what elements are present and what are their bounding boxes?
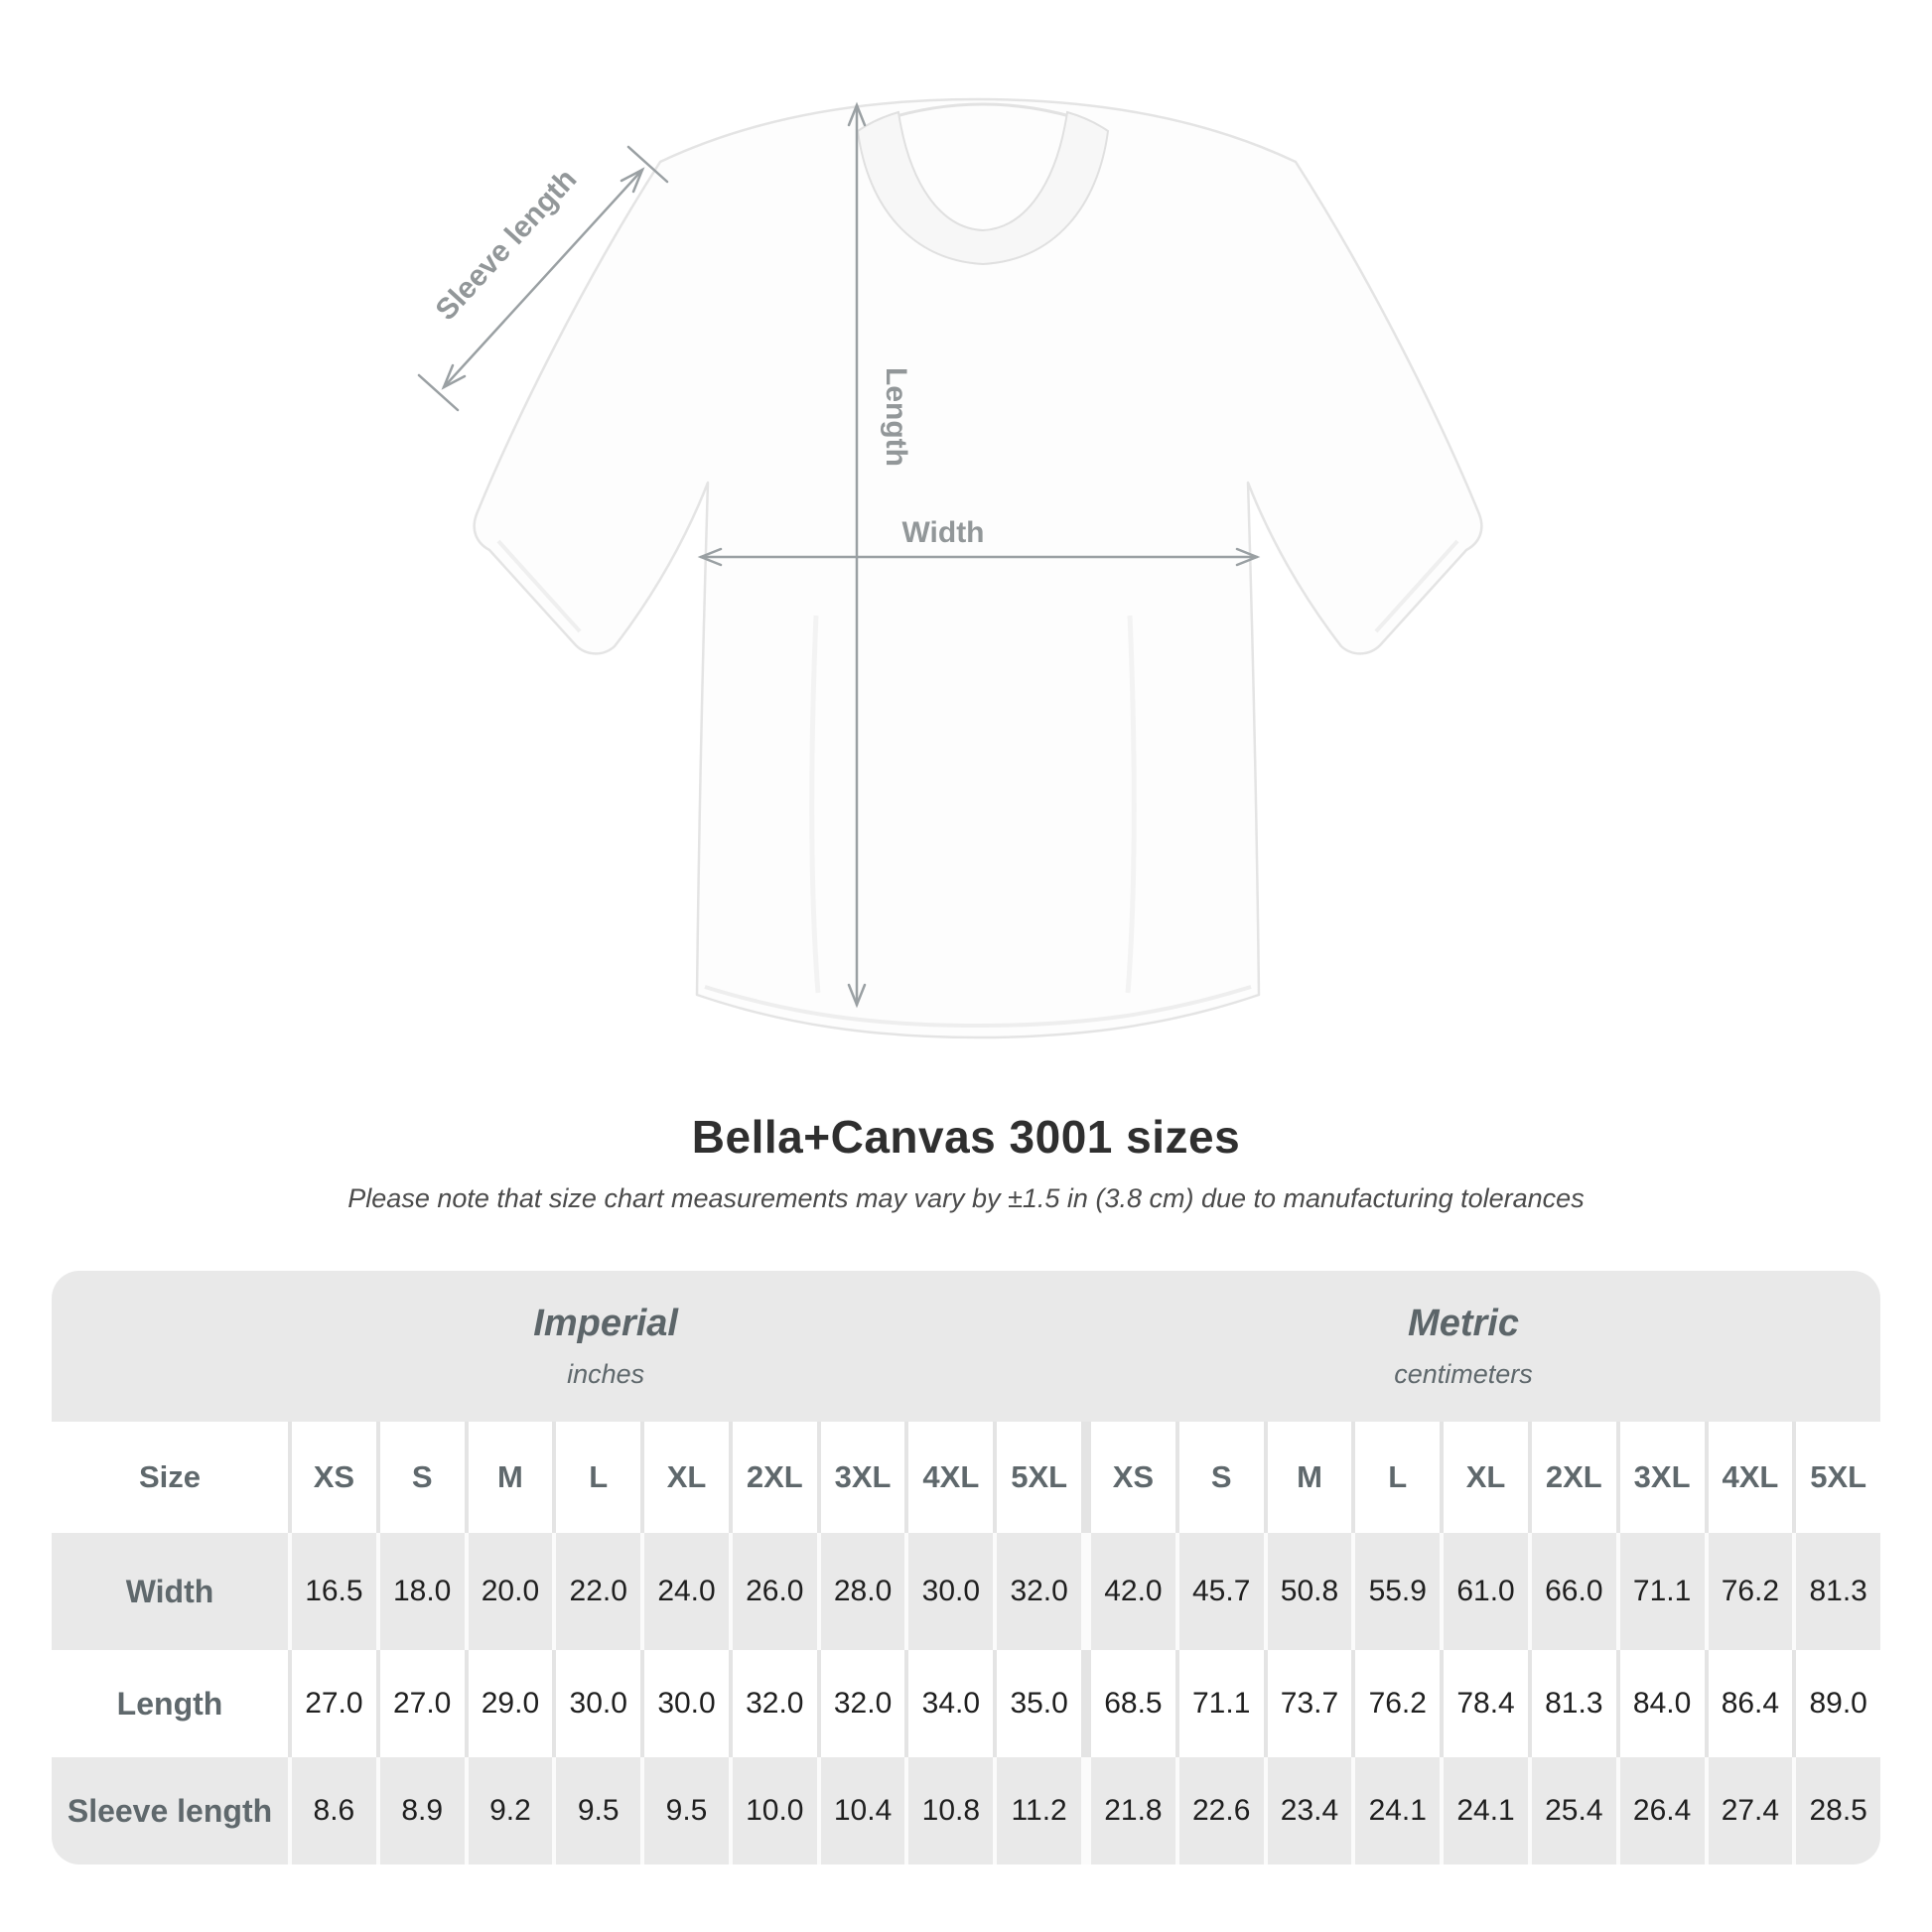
imperial-value: 8.6 <box>292 1757 376 1864</box>
row-label: Width <box>52 1533 288 1650</box>
metric-value: 66.0 <box>1532 1533 1616 1650</box>
imperial-value: 10.4 <box>821 1757 905 1864</box>
size-header-row <box>52 1422 1880 1533</box>
imperial-group-header <box>533 1303 678 1390</box>
metric-value: 71.1 <box>1179 1650 1264 1757</box>
imperial-value: 32.0 <box>733 1650 817 1757</box>
imperial-size-header: L <box>556 1422 640 1533</box>
imperial-value: 30.0 <box>644 1650 729 1757</box>
metric-size-header: 4XL <box>1709 1422 1793 1533</box>
width-label: Width <box>901 516 985 549</box>
imperial-value: 27.0 <box>380 1650 465 1757</box>
imperial-value: 9.5 <box>556 1757 640 1864</box>
metric-size-header: L <box>1355 1422 1440 1533</box>
measurement-row-width <box>52 1533 1880 1650</box>
metric-value: 22.6 <box>1179 1757 1264 1864</box>
imperial-value: 11.2 <box>997 1757 1081 1864</box>
metric-value: 55.9 <box>1355 1533 1440 1650</box>
metric-value: 23.4 <box>1268 1757 1352 1864</box>
imperial-size-header: 4XL <box>908 1422 993 1533</box>
imperial-unit-label: inches <box>567 1359 645 1389</box>
imperial-value: 35.0 <box>997 1650 1081 1757</box>
length-label: Length <box>880 367 912 467</box>
metric-unit-label: centimeters <box>1394 1359 1533 1389</box>
page-title: Bella+Canvas 3001 sizes <box>691 1111 1241 1163</box>
metric-value: 42.0 <box>1091 1533 1175 1650</box>
metric-value: 84.0 <box>1620 1650 1705 1757</box>
imperial-value: 16.5 <box>292 1533 376 1650</box>
imperial-value: 29.0 <box>469 1650 553 1757</box>
metric-value: 28.5 <box>1796 1757 1880 1864</box>
metric-value: 50.8 <box>1268 1533 1352 1650</box>
metric-value: 61.0 <box>1444 1533 1528 1650</box>
imperial-value: 8.9 <box>380 1757 465 1864</box>
metric-value: 76.2 <box>1355 1650 1440 1757</box>
metric-value: 86.4 <box>1709 1650 1793 1757</box>
metric-value: 25.4 <box>1532 1757 1616 1864</box>
metric-value: 45.7 <box>1179 1533 1264 1650</box>
heading-block <box>0 1110 1932 1214</box>
imperial-value: 32.0 <box>997 1533 1081 1650</box>
imperial-size-header: 5XL <box>997 1422 1081 1533</box>
metric-value: 21.8 <box>1091 1757 1175 1864</box>
size-header-label: Size <box>52 1422 288 1533</box>
imperial-value: 10.8 <box>908 1757 993 1864</box>
measurement-row-length <box>52 1650 1880 1757</box>
imperial-size-header: XS <box>292 1422 376 1533</box>
metric-value: 76.2 <box>1709 1533 1793 1650</box>
imperial-size-header: 3XL <box>821 1422 905 1533</box>
metric-label: Metric <box>1408 1303 1519 1344</box>
metric-size-header: XL <box>1444 1422 1528 1533</box>
metric-size-header: 3XL <box>1620 1422 1705 1533</box>
metric-group-header <box>1394 1303 1533 1390</box>
measurement-row-sleeve-length <box>52 1757 1880 1864</box>
metric-size-header: M <box>1268 1422 1352 1533</box>
imperial-value: 28.0 <box>821 1533 905 1650</box>
table-body <box>52 1422 1880 1864</box>
metric-value: 73.7 <box>1268 1650 1352 1757</box>
metric-value: 68.5 <box>1091 1650 1175 1757</box>
metric-value: 89.0 <box>1796 1650 1880 1757</box>
metric-value: 24.1 <box>1444 1757 1528 1864</box>
imperial-size-header: M <box>469 1422 553 1533</box>
tshirt-graphic <box>475 99 1482 1037</box>
imperial-size-header: 2XL <box>733 1422 817 1533</box>
metric-size-header: XS <box>1091 1422 1175 1533</box>
imperial-size-header: XL <box>644 1422 729 1533</box>
imperial-size-header: S <box>380 1422 465 1533</box>
metric-size-header: 2XL <box>1532 1422 1616 1533</box>
metric-value: 71.1 <box>1620 1533 1705 1650</box>
size-table <box>52 1271 1880 1864</box>
metric-value: 78.4 <box>1444 1650 1528 1757</box>
imperial-value: 27.0 <box>292 1650 376 1757</box>
imperial-value: 20.0 <box>469 1533 553 1650</box>
metric-value: 81.3 <box>1796 1533 1880 1650</box>
imperial-value: 22.0 <box>556 1533 640 1650</box>
imperial-value: 32.0 <box>821 1650 905 1757</box>
imperial-label: Imperial <box>533 1303 678 1344</box>
sleeve-length-label: Sleeve length <box>429 163 584 328</box>
imperial-value: 9.2 <box>469 1757 553 1864</box>
metric-size-header: S <box>1179 1422 1264 1533</box>
imperial-value: 24.0 <box>644 1533 729 1650</box>
table-header-band <box>52 1271 1880 1422</box>
imperial-value: 34.0 <box>908 1650 993 1757</box>
imperial-value: 30.0 <box>908 1533 993 1650</box>
metric-value: 26.4 <box>1620 1757 1705 1864</box>
row-label: Sleeve length <box>52 1757 288 1864</box>
metric-value: 24.1 <box>1355 1757 1440 1864</box>
imperial-value: 9.5 <box>644 1757 729 1864</box>
imperial-value: 30.0 <box>556 1650 640 1757</box>
metric-size-header: 5XL <box>1796 1422 1880 1533</box>
page-subtitle: Please note that size chart measurements may vary by ±1.5 in (3.8 cm) due to manufacturing tolerances <box>347 1183 1585 1213</box>
imperial-value: 18.0 <box>380 1533 465 1650</box>
metric-value: 27.4 <box>1709 1757 1793 1864</box>
imperial-value: 10.0 <box>733 1757 817 1864</box>
imperial-value: 26.0 <box>733 1533 817 1650</box>
row-label: Length <box>52 1650 288 1757</box>
metric-value: 81.3 <box>1532 1650 1616 1757</box>
